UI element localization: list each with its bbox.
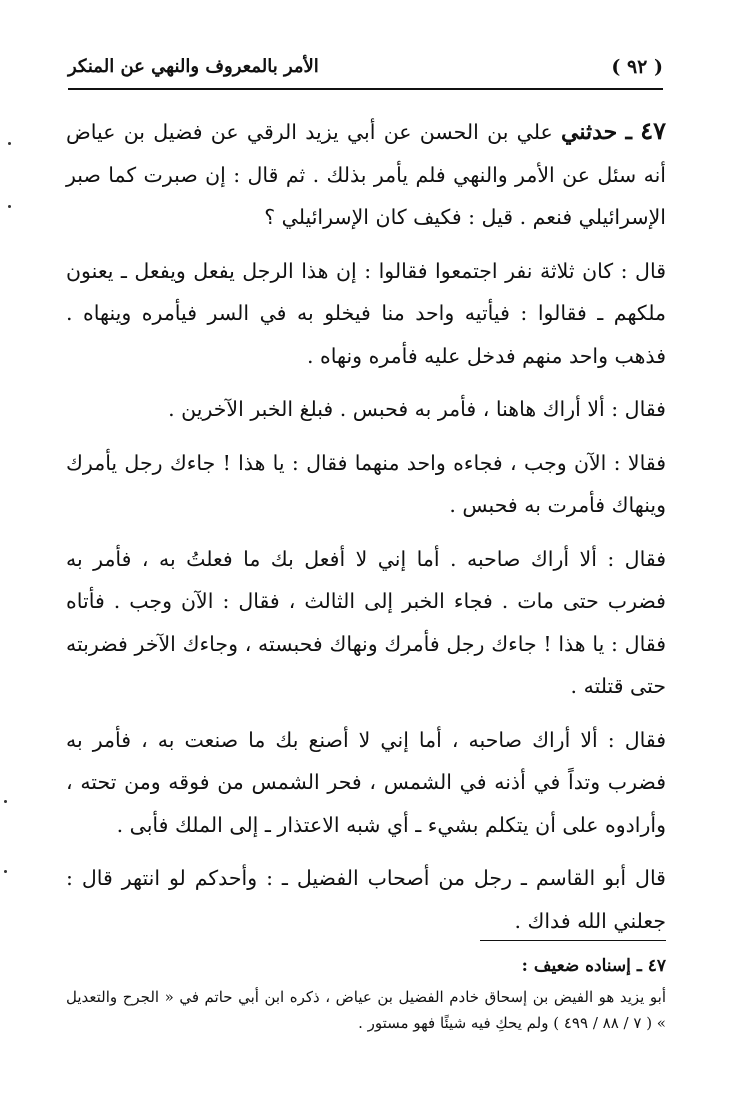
paragraph-1 [66, 110, 666, 239]
paragraph-3: فقال : ألا أراك هاهنا ، فأمر به فحبس . فبلغ الخبر الآخرين . [168, 397, 666, 421]
margin-dot [8, 205, 11, 208]
paragraph-1-text: علي بن الحسن عن أبي يزيد الرقي عن فضيل بن عياض أنه سئل عن الأمر والنهي فلم يأمر بذلك . ثم قال : إن صبرت كما صبر الإسرائيلي فنعم . قيل : فكيف كان الإسرائيلي ؟ [66, 120, 666, 229]
margin-dot [8, 142, 11, 145]
paragraph-6: فقال : ألا أراك صاحبه ، أما إني لا أصنع بك ما صنعت به ، فأمر به فضرب وتداً في أذنه في الشمس ، فحر الشمس من فوقه ومن تحته ، وأرادوه على أن يتكلم بشيء ـ أي شبه الاعتذار ـ إلى الملك فأبى . [66, 727, 666, 837]
footnote-heading: ٤٧ ـ إسناده ضعيف : [521, 956, 666, 976]
margin-dot [4, 870, 7, 873]
hadith-keyword: حدثني [561, 119, 618, 145]
footnote [66, 950, 666, 1036]
paragraph-7: قال أبو القاسم ـ رجل من أصحاب الفضيل ـ : وأحدكم لو انتهر قال : جعلني الله فداك . [66, 866, 666, 933]
hadith-dash: ـ [625, 119, 632, 145]
running-title: الأمر بالمعروف والنهي عن المنكر [68, 56, 319, 77]
footnote-divider [480, 940, 666, 941]
paragraph-4: فقالا : الآن وجب ، فجاءه واحد منهما فقال : يا هذا ! جاءك رجل يأمرك وينهاك فأمرت به فحبس . [66, 450, 666, 517]
paragraph-2: قال : كان ثلاثة نفر اجتمعوا فقالوا : إن هذا الرجل يفعل ويفعل ـ يعنون ملكهم ـ فقالوا : فيأتيه واحد منا فيخلو به في السر فيأمره وينهاه . فذهب واحد منهم فدخل عليه فأمره ونهاه . [66, 258, 666, 368]
footnote-text: أبو يزيد هو الفيض بن إسحاق خادم الفضيل بن عياض ، ذكره ابن أبي حاتم في « الجرح والتعديل » ( ٧ / ٨٨ / ٤٩٩ ) ولم يحكِ فيه شيئًا فهو مستور . [66, 988, 666, 1032]
hadith-number: ٤٧ [640, 116, 666, 145]
main-text [66, 110, 666, 953]
header-divider [68, 88, 663, 90]
margin-dot [4, 800, 7, 803]
page-header [68, 56, 663, 86]
page-number: ( ٩٢ ) [611, 56, 663, 78]
paragraph-5: فقال : ألا أراك صاحبه . أما إني لا أفعل بك ما فعلتُ به ، فأمر به فضرب حتى مات . فجاء الخبر إلى الثالث ، فقال : الآن وجب . فأتاه فقال : يا هذا ! جاءك رجل فأمرك ونهاك فحبسته ، وجاءك الآخر فضربته حتى قتلته . [66, 546, 666, 698]
